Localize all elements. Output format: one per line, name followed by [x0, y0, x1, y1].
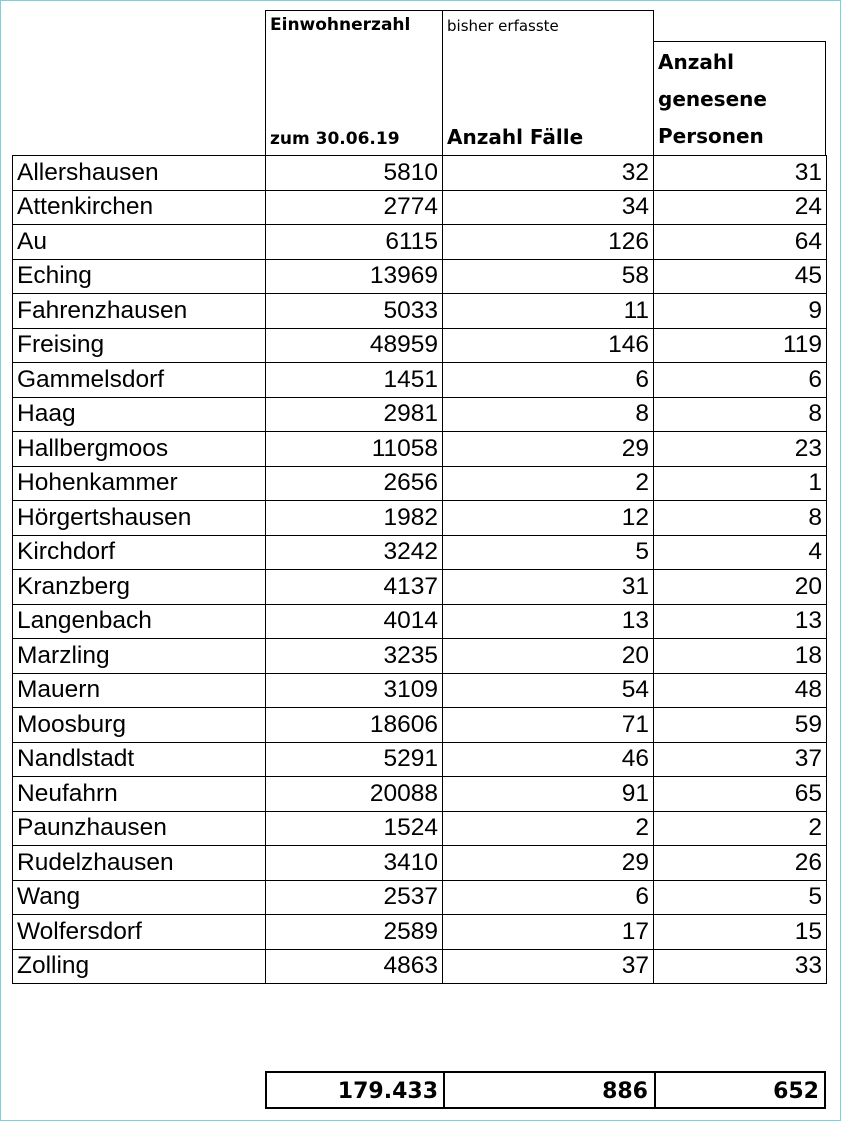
faelle-cell: 54: [443, 673, 654, 708]
municipality-cell: Mauern: [13, 673, 266, 708]
table-row: [13, 708, 827, 743]
einwohner-cell: 5291: [266, 742, 443, 777]
municipality-cell: Marzling: [13, 639, 266, 674]
table-row: [13, 639, 827, 674]
header-anzahl-faelle-line2: Anzahl Fälle: [447, 125, 584, 149]
municipality-cell: Au: [13, 225, 266, 260]
table-row: [13, 949, 827, 984]
header-anzahl-faelle-line1: bisher erfasste: [447, 17, 559, 35]
faelle-cell: 2: [443, 466, 654, 501]
genesene-cell: 37: [654, 742, 827, 777]
municipality-cell: Neufahrn: [13, 777, 266, 812]
faelle-cell: 91: [443, 777, 654, 812]
einwohner-cell: 3410: [266, 846, 443, 881]
total-faelle: 886: [602, 1079, 648, 1104]
municipality-cell: Eching: [13, 259, 266, 294]
table-row: [13, 190, 827, 225]
genesene-cell: 33: [654, 949, 827, 984]
faelle-cell: 29: [443, 432, 654, 467]
genesene-cell: 1: [654, 466, 827, 501]
einwohner-cell: 4137: [266, 570, 443, 605]
municipality-cell: Attenkirchen: [13, 190, 266, 225]
header-einwohnerzahl-line1: Einwohnerzahl: [270, 15, 411, 35]
genesene-cell: 15: [654, 915, 827, 950]
total-genesene: 652: [773, 1079, 819, 1104]
table-row: [13, 156, 827, 191]
header-genesene-line2: genesene: [658, 87, 767, 111]
table-row: [13, 363, 827, 398]
faelle-cell: 37: [443, 949, 654, 984]
einwohner-cell: 11058: [266, 432, 443, 467]
municipality-cell: Zolling: [13, 949, 266, 984]
table-row: [13, 294, 827, 329]
table-row: [13, 811, 827, 846]
einwohner-cell: 1982: [266, 501, 443, 536]
table-row: [13, 328, 827, 363]
totals-row: [265, 1071, 826, 1109]
genesene-cell: 13: [654, 604, 827, 639]
faelle-cell: 34: [443, 190, 654, 225]
faelle-cell: 13: [443, 604, 654, 639]
faelle-cell: 17: [443, 915, 654, 950]
einwohner-cell: 2589: [266, 915, 443, 950]
genesene-cell: 6: [654, 363, 827, 398]
einwohner-cell: 5810: [266, 156, 443, 191]
genesene-cell: 31: [654, 156, 827, 191]
faelle-cell: 11: [443, 294, 654, 329]
einwohner-cell: 3242: [266, 535, 443, 570]
genesene-cell: 26: [654, 846, 827, 881]
faelle-cell: 5: [443, 535, 654, 570]
header-genesene-line3: Personen: [658, 124, 764, 148]
header-einwohnerzahl-line2: zum 30.06.19: [270, 129, 400, 149]
municipality-cell: Hohenkammer: [13, 466, 266, 501]
header-genesene-personen: [653, 41, 826, 156]
einwohner-cell: 1451: [266, 363, 443, 398]
genesene-cell: 4: [654, 535, 827, 570]
genesene-cell: 45: [654, 259, 827, 294]
header-einwohnerzahl: [265, 10, 443, 156]
municipality-cell: Fahrenzhausen: [13, 294, 266, 329]
einwohner-cell: 3109: [266, 673, 443, 708]
faelle-cell: 31: [443, 570, 654, 605]
table-row: [13, 259, 827, 294]
table-row: [13, 673, 827, 708]
faelle-cell: 6: [443, 363, 654, 398]
genesene-cell: 23: [654, 432, 827, 467]
municipality-cell: Haag: [13, 397, 266, 432]
table-row: [13, 846, 827, 881]
table-body: [13, 156, 827, 984]
faelle-cell: 32: [443, 156, 654, 191]
municipality-cell: Rudelzhausen: [13, 846, 266, 881]
faelle-cell: 126: [443, 225, 654, 260]
table-row: [13, 466, 827, 501]
einwohner-cell: 1524: [266, 811, 443, 846]
table-row: [13, 501, 827, 536]
table-row: [13, 432, 827, 467]
faelle-cell: 8: [443, 397, 654, 432]
genesene-cell: 64: [654, 225, 827, 260]
table-row: [13, 915, 827, 950]
header-genesene-line1: Anzahl: [658, 50, 734, 74]
total-einwohner: 179.433: [337, 1079, 438, 1104]
table-row: [13, 777, 827, 812]
municipality-cell: Hallbergmoos: [13, 432, 266, 467]
einwohner-cell: 6115: [266, 225, 443, 260]
municipality-cell: Moosburg: [13, 708, 266, 743]
genesene-cell: 65: [654, 777, 827, 812]
faelle-cell: 29: [443, 846, 654, 881]
faelle-cell: 6: [443, 880, 654, 915]
table-row: [13, 535, 827, 570]
table-row: [13, 570, 827, 605]
faelle-cell: 46: [443, 742, 654, 777]
einwohner-cell: 2774: [266, 190, 443, 225]
table-row: [13, 742, 827, 777]
municipality-cell: Langenbach: [13, 604, 266, 639]
header-anzahl-faelle: [442, 10, 654, 156]
municipality-cell: Kranzberg: [13, 570, 266, 605]
faelle-cell: 71: [443, 708, 654, 743]
einwohner-cell: 13969: [266, 259, 443, 294]
faelle-cell: 58: [443, 259, 654, 294]
genesene-cell: 8: [654, 501, 827, 536]
genesene-cell: 5: [654, 880, 827, 915]
einwohner-cell: 18606: [266, 708, 443, 743]
municipality-cell: Hörgertshausen: [13, 501, 266, 536]
data-table: [12, 155, 827, 984]
genesene-cell: 2: [654, 811, 827, 846]
genesene-cell: 119: [654, 328, 827, 363]
genesene-cell: 8: [654, 397, 827, 432]
table-row: [13, 604, 827, 639]
genesene-cell: 48: [654, 673, 827, 708]
einwohner-cell: 3235: [266, 639, 443, 674]
genesene-cell: 20: [654, 570, 827, 605]
einwohner-cell: 4863: [266, 949, 443, 984]
faelle-cell: 146: [443, 328, 654, 363]
table-row: [13, 397, 827, 432]
einwohner-cell: 5033: [266, 294, 443, 329]
municipality-cell: Gammelsdorf: [13, 363, 266, 398]
municipality-cell: Paunzhausen: [13, 811, 266, 846]
einwohner-cell: 2981: [266, 397, 443, 432]
table-row: [13, 225, 827, 260]
table-row: [13, 880, 827, 915]
municipality-cell: Freising: [13, 328, 266, 363]
faelle-cell: 20: [443, 639, 654, 674]
municipality-cell: Wang: [13, 880, 266, 915]
genesene-cell: 24: [654, 190, 827, 225]
municipality-cell: Allershausen: [13, 156, 266, 191]
municipality-cell: Kirchdorf: [13, 535, 266, 570]
genesene-cell: 59: [654, 708, 827, 743]
faelle-cell: 2: [443, 811, 654, 846]
einwohner-cell: 20088: [266, 777, 443, 812]
einwohner-cell: 48959: [266, 328, 443, 363]
einwohner-cell: 2537: [266, 880, 443, 915]
genesene-cell: 18: [654, 639, 827, 674]
einwohner-cell: 2656: [266, 466, 443, 501]
einwohner-cell: 4014: [266, 604, 443, 639]
genesene-cell: 9: [654, 294, 827, 329]
faelle-cell: 12: [443, 501, 654, 536]
municipality-cell: Wolfersdorf: [13, 915, 266, 950]
municipality-cell: Nandlstadt: [13, 742, 266, 777]
